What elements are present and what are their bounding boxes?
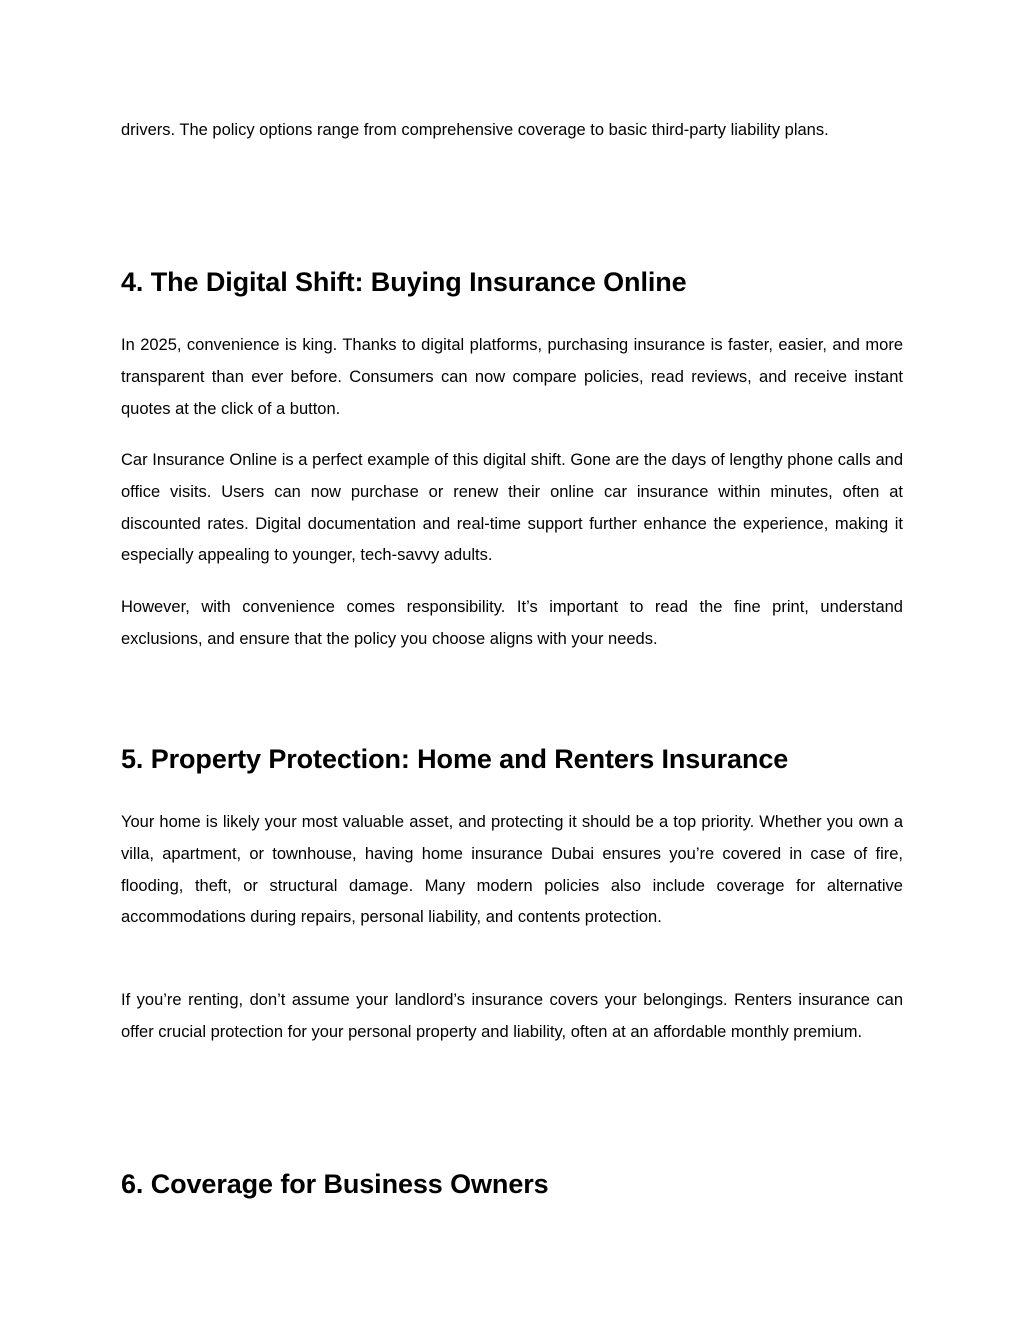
- section-5-heading: 5. Property Protection: Home and Renters Insurance: [121, 744, 789, 774]
- section-4-paragraph-1: In 2025, convenience is king. Thanks to digital platforms, purchasing insurance is faster, easier, and more transparent than ever before. Consumers can now compare policies, read reviews, and receive instant quotes at the click of a button.: [121, 336, 903, 418]
- section-4-heading: 4. The Digital Shift: Buying Insurance Online: [121, 267, 687, 297]
- section-4-paragraph-2: Car Insurance Online is a perfect example of this digital shift. Gone are the days of lengthy phone calls and office visits. Users can now purchase or renew their online car insurance within minutes, often at discounted rates. Digital documentation and real-time support further enhance the experience, making it especially appealing to younger, tech-savvy adults.: [121, 451, 903, 565]
- section-5-paragraph-1: Your home is likely your most valuable asset, and protecting it should be a top priority. Whether you own a villa, apartment, or townhouse, having home insurance Dubai ensures you’re covered in case of fire, flooding, theft, or structural damage. Many modern policies also include coverage for alternative accommodations during repairs, personal liability, and contents protection.: [121, 813, 903, 927]
- intro-paragraph: drivers. The policy options range from comprehensive coverage to basic third-party liability plans.: [121, 121, 829, 139]
- section-4-paragraph-3: However, with convenience comes responsibility. It’s important to read the fine print, understand exclusions, and ensure that the policy you choose aligns with your needs.: [121, 598, 903, 648]
- section-6-heading: 6. Coverage for Business Owners: [121, 1169, 549, 1199]
- section-5-paragraph-2: If you’re renting, don’t assume your landlord’s insurance covers your belongings. Renters insurance can offer crucial protection for your personal property and liability, often at an affordable monthly premium.: [121, 991, 903, 1041]
